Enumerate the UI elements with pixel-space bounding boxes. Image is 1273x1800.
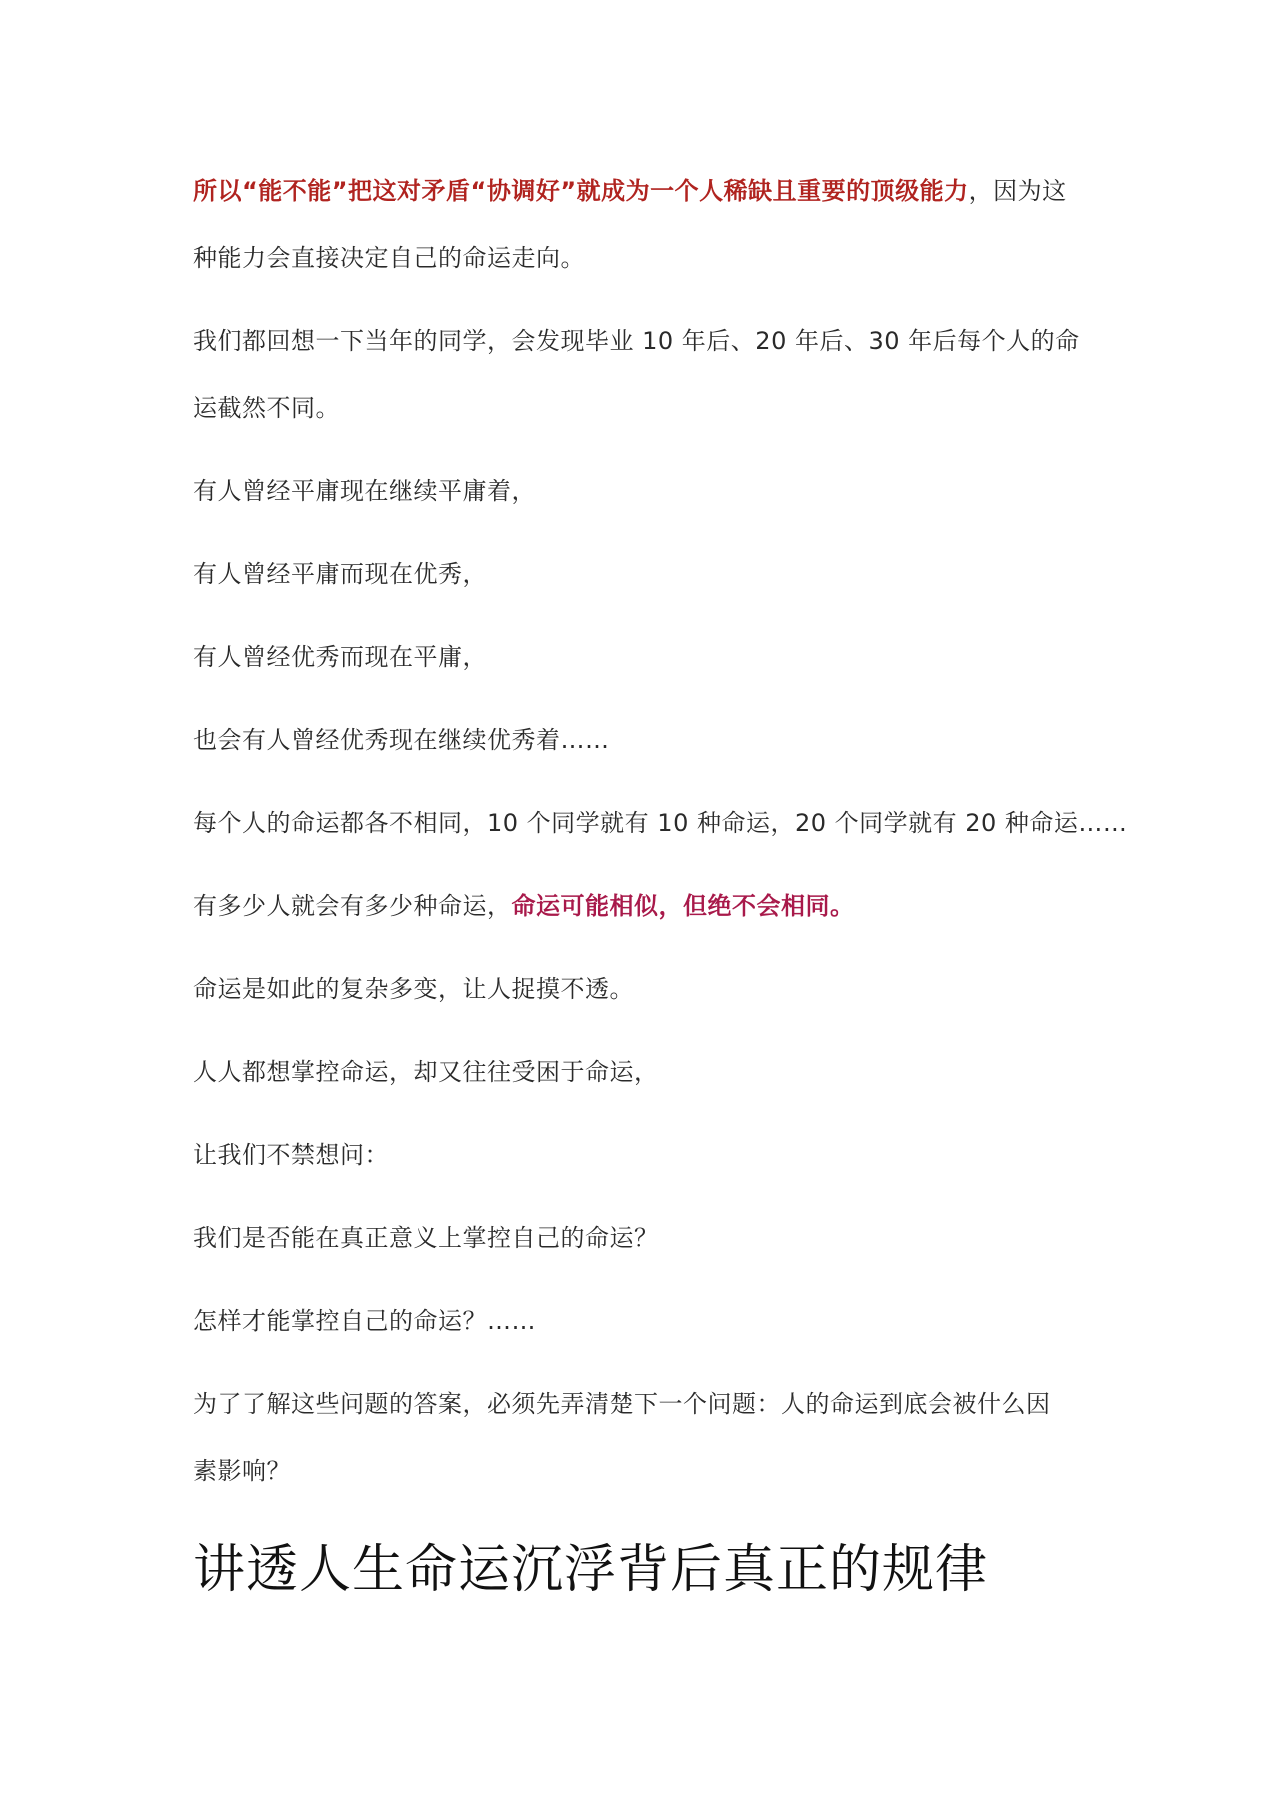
paragraph-5: 有人曾经优秀而现在平庸， — [193, 643, 487, 671]
paragraph-14-line-1: 为了了解这些问题的答案，必须先弄清楚下一个问题：人的命运到底会被什么因 — [193, 1390, 1051, 1418]
paragraph-1-line-1-rest: ，因为这 — [968, 177, 1067, 205]
paragraph-10: 人人都想掌控命运，却又往往受困于命运， — [193, 1058, 659, 1086]
paragraph-2-line-2: 运截然不同。 — [193, 394, 340, 422]
paragraph-14-line-2: 素影响？ — [193, 1457, 291, 1485]
paragraph-9: 命运是如此的复杂多变，让人捉摸不透。 — [193, 975, 634, 1003]
paragraph-2-line-1: 我们都回想一下当年的同学，会发现毕业 10 年后、20 年后、30 年后每个人的命 — [193, 327, 1080, 355]
paragraph-7: 每个人的命运都各不相同，10 个同学就有 10 种命运，20 个同学就有 20 种命运…… — [193, 809, 1128, 837]
highlight-fate-similar: 命运可能相似，但绝不会相同。 — [511, 892, 855, 920]
section-heading: 讲透人生命运沉浮背后真正的规律 — [193, 1540, 989, 1600]
paragraph-11: 让我们不禁想问： — [193, 1141, 389, 1169]
highlight-key-ability: 所以“能不能”把这对矛盾“协调好”就成为一个人稀缺且重要的顶级能力 — [193, 177, 969, 205]
paragraph-4: 有人曾经平庸而现在优秀， — [193, 560, 487, 588]
paragraph-6: 也会有人曾经优秀现在继续优秀着…… — [193, 726, 610, 754]
paragraph-12: 我们是否能在真正意义上掌控自己的命运？ — [193, 1224, 659, 1252]
paragraph-1-line-2: 种能力会直接决定自己的命运走向。 — [193, 244, 585, 272]
paragraph-1-line-1 — [193, 179, 1093, 203]
paragraph-8-text: 有多少人就会有多少种命运， — [193, 892, 512, 920]
paragraph-13: 怎样才能掌控自己的命运？…… — [193, 1307, 536, 1335]
paragraph-8 — [193, 894, 1093, 918]
paragraph-3: 有人曾经平庸现在继续平庸着， — [193, 477, 536, 505]
